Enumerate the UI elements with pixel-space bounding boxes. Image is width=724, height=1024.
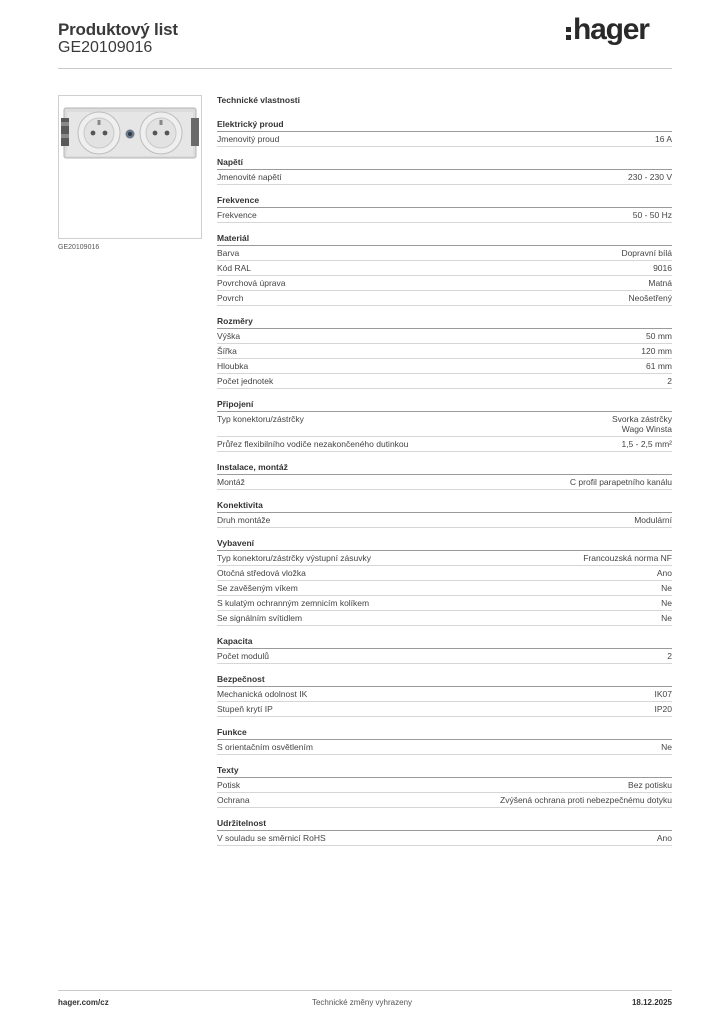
spec-group-title: Texty — [217, 765, 672, 778]
spec-row — [217, 344, 672, 359]
spec-group-title: Konektivita — [217, 500, 672, 513]
hager-logo — [566, 13, 649, 47]
spec-label: Jmenovité napětí — [217, 172, 282, 182]
spec-row — [217, 374, 672, 389]
spec-group — [217, 316, 672, 389]
spec-label: Kód RAL — [217, 263, 252, 273]
spec-value: 50 mm — [646, 331, 672, 341]
spec-row — [217, 208, 672, 223]
spec-group-title: Rozměry — [217, 316, 672, 329]
technical-specs — [217, 95, 672, 856]
spec-group — [217, 462, 672, 490]
spec-value: Ne — [661, 583, 672, 593]
spec-label: Se zavěšeným víkem — [217, 583, 298, 593]
spec-label: Počet jednotek — [217, 376, 274, 386]
spec-label: Stupeň krytí IP — [217, 704, 273, 714]
spec-row — [217, 291, 672, 306]
spec-value: 16 A — [654, 134, 672, 144]
spec-row — [217, 687, 672, 702]
spec-value: 61 mm — [646, 361, 672, 371]
spec-value: Ne — [661, 742, 672, 752]
spec-row — [217, 170, 672, 185]
spec-row — [217, 246, 672, 261]
spec-row — [217, 551, 672, 566]
spec-value: Zvýšená ochrana proti nebezpečnému dotyku — [500, 795, 672, 805]
spec-row — [217, 513, 672, 528]
spec-group — [217, 233, 672, 306]
spec-label: Hloubka — [217, 361, 249, 371]
spec-label: Průřez flexibilního vodiče nezakončeného dutinkou — [217, 439, 409, 449]
spec-row — [217, 702, 672, 717]
spec-group-title: Kapacita — [217, 636, 672, 649]
spec-row — [217, 412, 672, 437]
spec-row — [217, 475, 672, 490]
spec-group — [217, 674, 672, 717]
footer-date: 18.12.2025 — [631, 998, 672, 1007]
spec-group-title: Funkce — [217, 727, 672, 740]
spec-value: 9016 — [653, 263, 672, 273]
spec-group — [217, 119, 672, 147]
spec-value: Francouzská norma NF — [583, 553, 672, 563]
socket-outlet-icon — [59, 96, 201, 238]
specs-title: Technické vlastnosti — [217, 95, 300, 105]
spec-group-title: Elektrický proud — [217, 119, 672, 132]
spec-label: Typ konektoru/zástrčky výstupní zásuvky — [217, 553, 372, 563]
spec-value: Svorka zástrčky Wago Winsta — [612, 414, 672, 434]
spec-group-title: Materiál — [217, 233, 672, 246]
spec-row — [217, 581, 672, 596]
spec-label: S kulatým ochranným zemnicím kolíkem — [217, 598, 370, 608]
spec-row — [217, 778, 672, 793]
spec-group — [217, 157, 672, 185]
spec-label: Barva — [217, 248, 240, 258]
spec-value: Dopravní bílá — [621, 248, 672, 258]
spec-row — [217, 740, 672, 755]
spec-group-title: Frekvence — [217, 195, 672, 208]
spec-row — [217, 132, 672, 147]
spec-row — [217, 831, 672, 846]
spec-value: Neošetřený — [628, 293, 672, 303]
spec-label: V souladu se směrnicí RoHS — [217, 833, 326, 843]
spec-value: Ano — [656, 833, 672, 843]
spec-group — [217, 727, 672, 755]
spec-group-title: Připojení — [217, 399, 672, 412]
product-image — [58, 95, 202, 239]
footer-divider — [58, 990, 672, 991]
spec-row — [217, 596, 672, 611]
spec-label: Druh montáže — [217, 515, 271, 525]
spec-value: 230 - 230 V — [628, 172, 672, 182]
spec-group — [217, 636, 672, 664]
header-divider — [58, 68, 672, 69]
spec-value: 2 — [667, 376, 672, 386]
spec-row — [217, 566, 672, 581]
spec-value: 50 - 50 Hz — [632, 210, 672, 220]
spec-group — [217, 765, 672, 808]
spec-group-title: Bezpečnost — [217, 674, 672, 687]
spec-label: Povrchová úprava — [217, 278, 286, 288]
spec-label: Počet modulů — [217, 651, 269, 661]
spec-label: S orientačním osvětlením — [217, 742, 313, 752]
logo-dots-icon — [566, 27, 571, 40]
spec-group — [217, 818, 672, 846]
footer-website: hager.com/cz — [58, 998, 109, 1007]
spec-groups — [217, 119, 672, 846]
spec-row — [217, 329, 672, 344]
spec-value: IP20 — [654, 704, 672, 714]
spec-label: Montáž — [217, 477, 245, 487]
spec-group-title: Udržitelnost — [217, 818, 672, 831]
spec-row — [217, 649, 672, 664]
spec-value: 120 mm — [641, 346, 672, 356]
spec-value: Matná — [648, 278, 672, 288]
spec-value: Ne — [661, 598, 672, 608]
spec-value: C profil parapetního kanálu — [569, 477, 672, 487]
spec-label: Frekvence — [217, 210, 257, 220]
spec-label: Typ konektoru/zástrčky — [217, 414, 304, 424]
spec-value: Modulární — [634, 515, 672, 525]
spec-row — [217, 276, 672, 291]
spec-label: Otočná středová vložka — [217, 568, 306, 578]
footer-notice: Technické změny vyhrazeny — [311, 998, 413, 1007]
spec-row — [217, 359, 672, 374]
spec-label: Jmenovitý proud — [217, 134, 280, 144]
product-caption: GE20109016 — [58, 244, 100, 251]
spec-row — [217, 261, 672, 276]
spec-row — [217, 437, 672, 452]
spec-value: Bez potisku — [628, 780, 672, 790]
spec-value: Ne — [661, 613, 672, 623]
spec-label: Mechanická odolnost IK — [217, 689, 308, 699]
spec-value: 1,5 - 2,5 mm² — [621, 439, 672, 449]
spec-group-title: Instalace, montáž — [217, 462, 672, 475]
spec-row — [217, 611, 672, 626]
spec-group — [217, 538, 672, 626]
spec-value: IK07 — [654, 689, 672, 699]
spec-group — [217, 399, 672, 452]
spec-group — [217, 500, 672, 528]
spec-value: 2 — [667, 651, 672, 661]
product-code: GE20109016 — [58, 39, 153, 56]
spec-group-title: Vybavení — [217, 538, 672, 551]
spec-row — [217, 793, 672, 808]
spec-label: Výška — [217, 331, 241, 341]
spec-value: Ano — [656, 568, 672, 578]
spec-label: Povrch — [217, 293, 244, 303]
spec-group-title: Napětí — [217, 157, 672, 170]
spec-label: Se signálním svítidlem — [217, 613, 303, 623]
logo-text: hager — [573, 13, 649, 46]
spec-label: Ochrana — [217, 795, 250, 805]
page-title: Produktový list — [58, 20, 178, 39]
spec-label: Potisk — [217, 780, 241, 790]
spec-label: Šířka — [217, 346, 237, 356]
spec-group — [217, 195, 672, 223]
